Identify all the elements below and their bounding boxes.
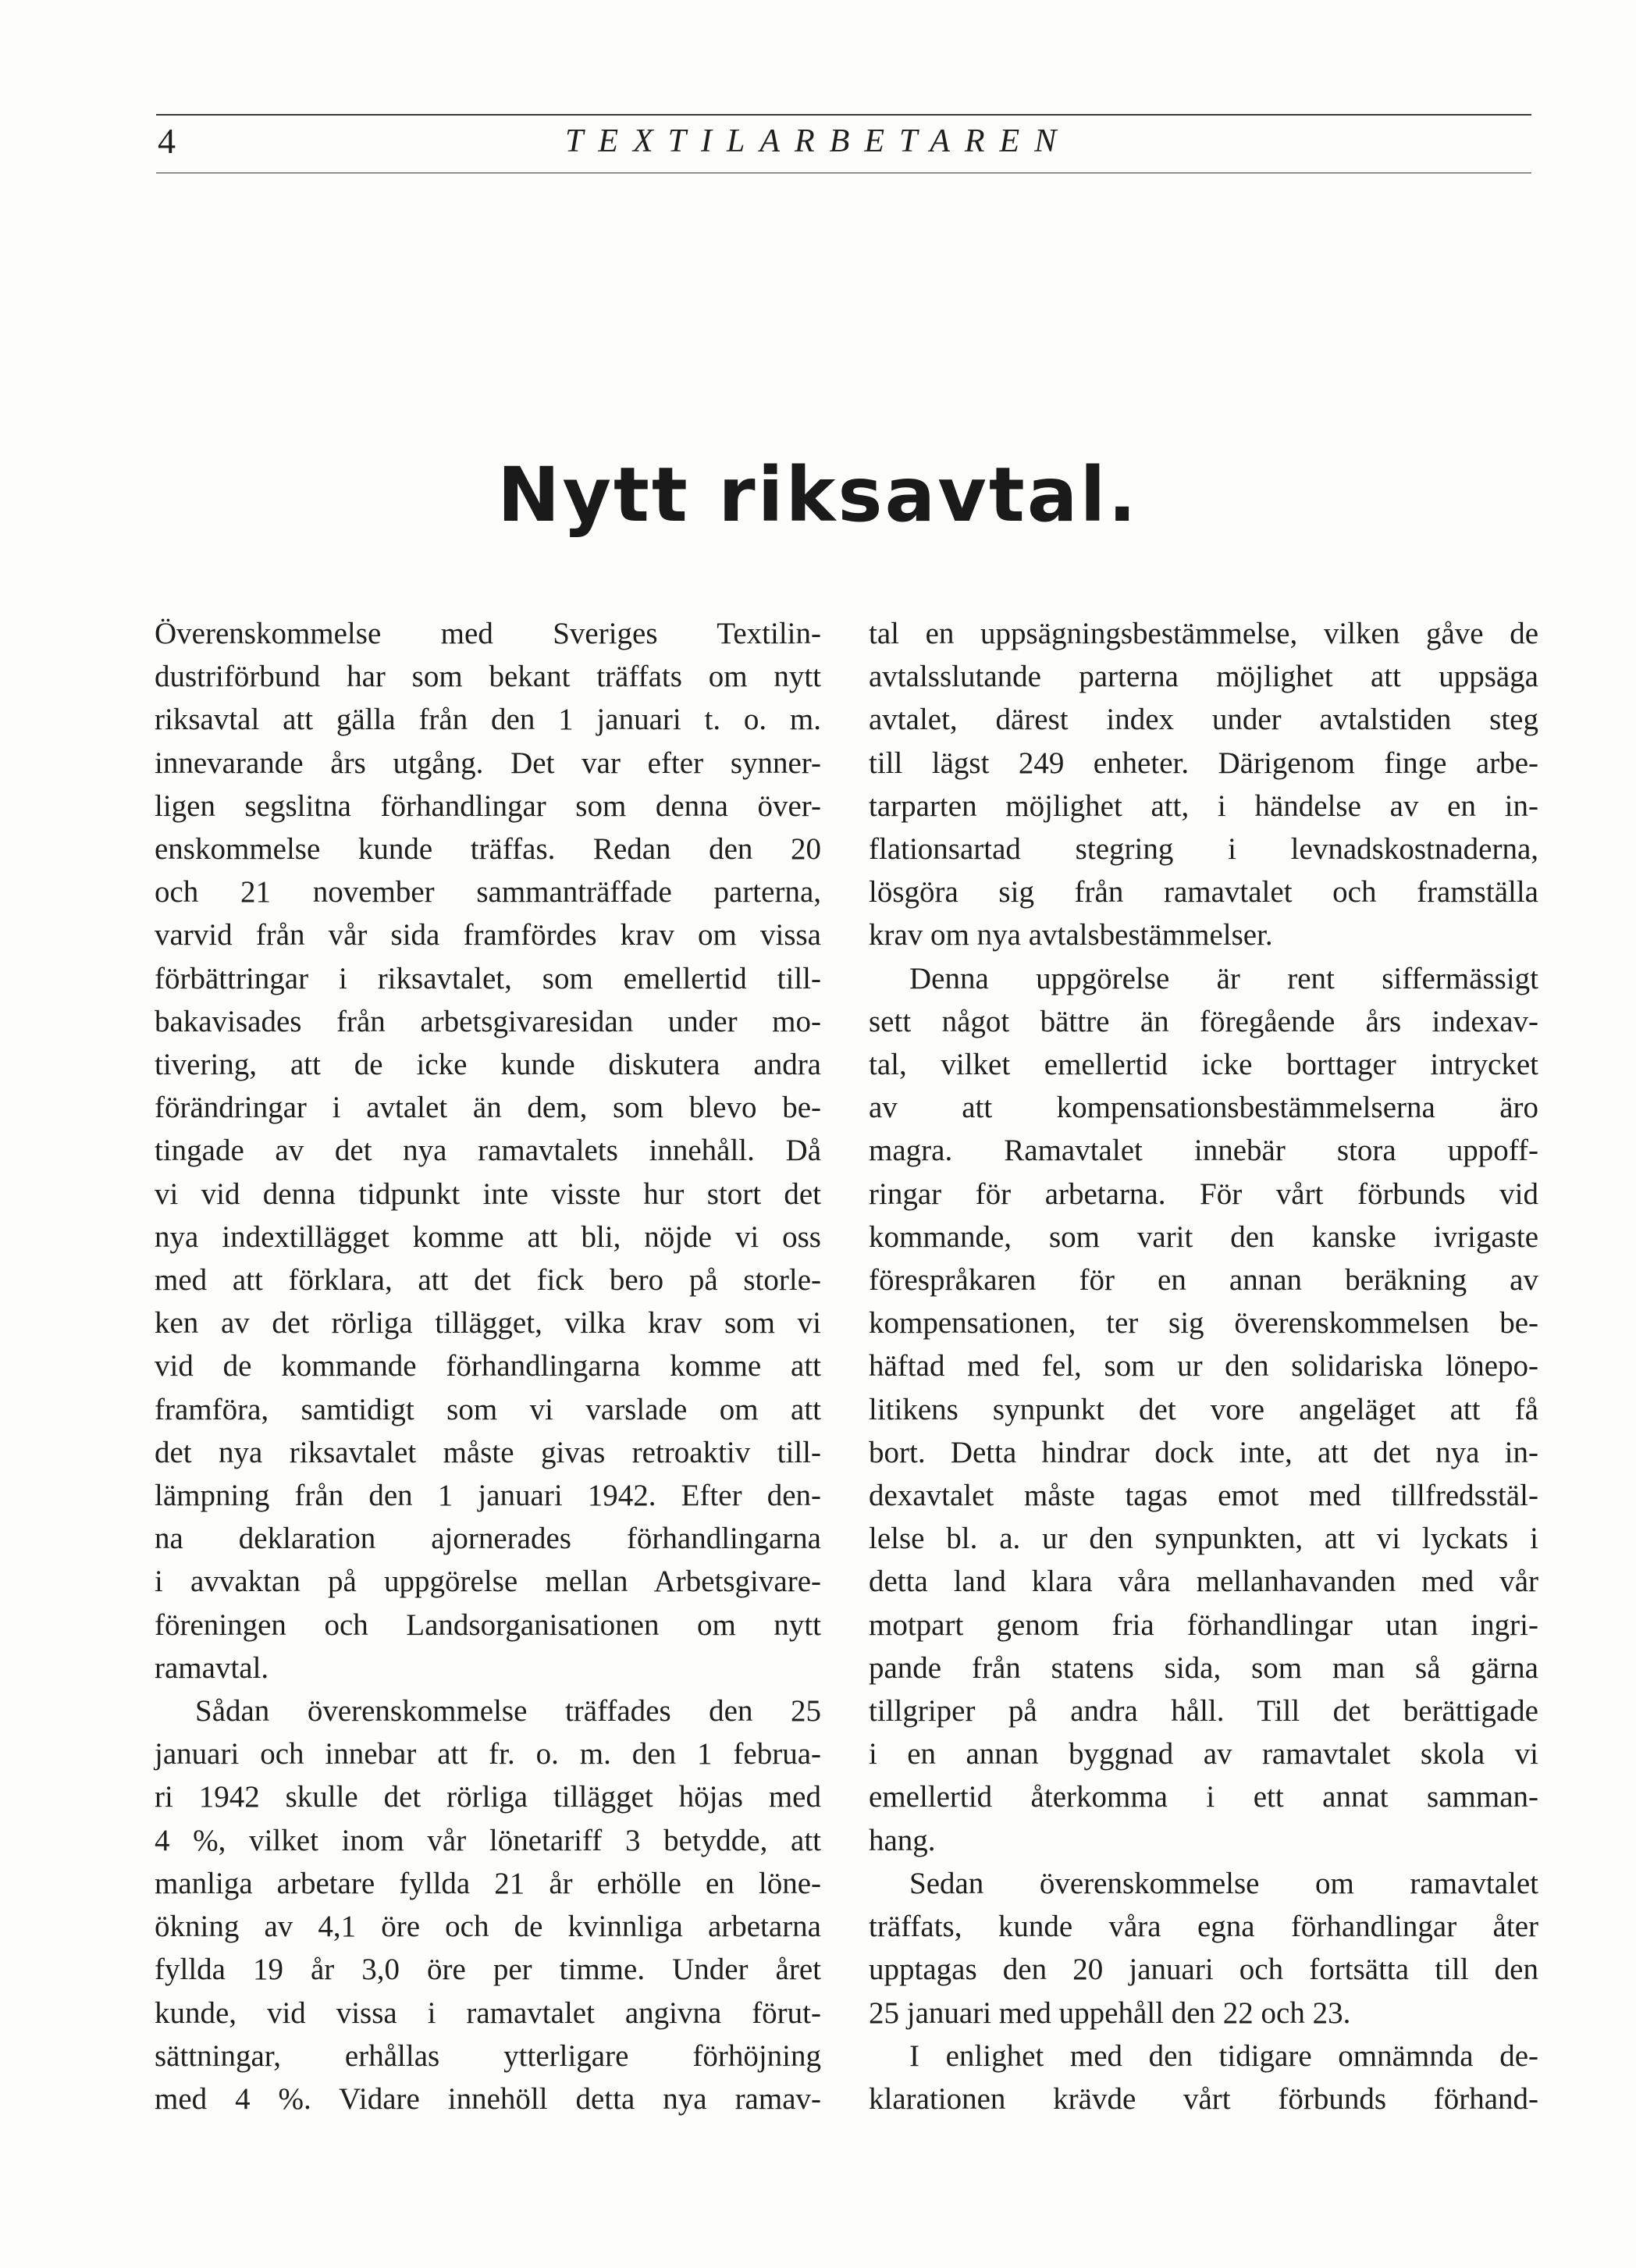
text-line: Sådan överenskommelse träffades den 25 bbox=[195, 1694, 821, 1729]
text-line: vid de kommande förhandlingarna komme att bbox=[155, 1349, 821, 1383]
text-line: pande från statens sida, som man så gärna bbox=[869, 1650, 1538, 1685]
text-line: flationsartad stegring i levnadskostnaderna, bbox=[869, 832, 1538, 867]
text-line: sättningar, erhållas ytterligare förhöjning bbox=[155, 2038, 821, 2073]
text-line: av att kompensationsbestämmelserna äro bbox=[869, 1091, 1538, 1125]
text-line: detta land klara våra mellanhavanden med vår bbox=[869, 1565, 1538, 1599]
left-column bbox=[155, 612, 821, 2120]
running-title: TEXTILARBETAREN bbox=[565, 123, 1072, 159]
text-line: framföra, samtidigt som vi varslade om att bbox=[155, 1392, 821, 1426]
text-line: klarationen krävde vårt förbunds förhand- bbox=[869, 2081, 1538, 2116]
text-line: tal en uppsägningsbestämmelse, vilken gåve de bbox=[869, 617, 1538, 650]
text-line: avtalsslutande parterna möjlighet att uppsäga bbox=[869, 660, 1538, 694]
text-line: upptagas den 20 januari och fortsätta till den bbox=[869, 1953, 1538, 1987]
text-line: och 21 november sammanträffade parterna, bbox=[155, 875, 821, 910]
text-line: ligen segslitna förhandlingar som denna över- bbox=[155, 789, 821, 823]
text-line: fyllda 19 år 3,0 öre per timme. Under året bbox=[155, 1953, 821, 1987]
text-line: tingade av det nya ramavtalets innehåll. Då bbox=[155, 1134, 821, 1168]
text-line: ökning av 4,1 öre och de kvinnliga arbetarna bbox=[155, 1910, 821, 1944]
text-line: emellertid återkomma i ett annat samman- bbox=[869, 1780, 1538, 1814]
text-line: innevarande års utgång. Det var efter synner- bbox=[155, 746, 821, 780]
text-line: ringar för arbetarna. För vårt förbunds vid bbox=[869, 1177, 1538, 1211]
text-line: häftad med fel, som ur den solidariska lönepo- bbox=[869, 1349, 1538, 1383]
text-line: bort. Detta hindrar dock inte, att det nya in- bbox=[869, 1435, 1538, 1469]
text-line: Denna uppgörelse är rent siffermässigt bbox=[909, 961, 1538, 995]
text-line: na deklaration ajornerades förhandlingarna bbox=[155, 1522, 821, 1556]
text-line: tal, vilket emellertid icke borttager intrycket bbox=[869, 1048, 1538, 1082]
text-line: avtalet, därest index under avtalstiden steg bbox=[869, 703, 1538, 737]
text-line: lelse bl. a. ur den synpunkten, att vi lyckats i bbox=[869, 1522, 1538, 1556]
text-line: dexavtalet måste tagas emot med tillfredsstäl- bbox=[869, 1479, 1538, 1513]
text-line: riksavtal att gälla från den 1 januari t. o. m. bbox=[155, 703, 821, 737]
text-line: manliga arbetare fyllda 21 år erhölle en löne- bbox=[155, 1866, 821, 1900]
text-line: tillgriper på andra håll. Till det berättigade bbox=[869, 1694, 1538, 1729]
text-line: ken av det rörliga tillägget, vilka krav som vi bbox=[155, 1306, 821, 1341]
text-line: dustriförbund har som bekant träffats om nytt bbox=[155, 660, 821, 694]
text-line: i en annan byggnad av ramavtalet skola vi bbox=[869, 1737, 1538, 1771]
text-line: vi vid denna tidpunkt inte visste hur stort det bbox=[155, 1177, 821, 1211]
text-line: I enlighet med den tidigare omnämnda de- bbox=[909, 2038, 1538, 2073]
text-line: ri 1942 skulle det rörliga tillägget höjas med bbox=[155, 1780, 821, 1814]
text-line: förändringar i avtalet än dem, som blevo be- bbox=[155, 1091, 821, 1125]
text-line: hang. bbox=[869, 1823, 936, 1857]
text-line: Överenskommelse med Sveriges Textilin- bbox=[155, 617, 821, 650]
header-top-rule bbox=[156, 114, 1531, 116]
text-line: 25 januari med uppehåll den 22 och 23. bbox=[869, 1996, 1351, 2030]
text-line: förbättringar i riksavtalet, som emellertid till- bbox=[155, 961, 821, 995]
text-line: bakavisades från arbetsgivaresidan under mo- bbox=[155, 1004, 821, 1038]
text-line: lämpning från den 1 januari 1942. Efter den- bbox=[155, 1479, 821, 1513]
text-line: sett något bättre än föregående års indexav- bbox=[869, 1004, 1538, 1038]
text-line: Sedan överenskommelse om ramavtalet bbox=[909, 1866, 1538, 1900]
text-line: kommande, som varit den kanske ivrigaste bbox=[869, 1219, 1538, 1254]
text-line: 4 %, vilket inom vår lönetariff 3 betydde, att bbox=[155, 1823, 821, 1857]
text-line: i avvaktan på uppgörelse mellan Arbetsgivare- bbox=[155, 1565, 821, 1599]
text-line: ramavtal. bbox=[155, 1650, 269, 1685]
right-column bbox=[869, 612, 1538, 2120]
text-line: träffats, kunde våra egna förhandlingar åter bbox=[869, 1910, 1538, 1944]
text-line: enskommelse kunde träffas. Redan den 20 bbox=[155, 832, 821, 867]
text-line: med att förklara, att det fick bero på storle- bbox=[155, 1263, 821, 1298]
text-line: tivering, att de icke kunde diskutera andra bbox=[155, 1048, 821, 1082]
text-line: litikens synpunkt det vore angeläget att få bbox=[869, 1392, 1538, 1426]
text-line: nya indextillägget komme att bli, nöjde vi oss bbox=[155, 1219, 821, 1254]
text-line: det nya riksavtalet måste givas retroaktiv till- bbox=[155, 1435, 821, 1469]
page-number: 4 bbox=[158, 121, 176, 161]
text-line: magra. Ramavtalet innebär stora uppoff- bbox=[869, 1134, 1538, 1168]
text-line: kunde, vid vissa i ramavtalet angivna förut- bbox=[155, 1996, 821, 2030]
text-line: krav om nya avtalsbestämmelser. bbox=[869, 918, 1273, 952]
text-line: januari och innebar att fr. o. m. den 1 februa- bbox=[155, 1737, 821, 1771]
text-line: varvid från vår sida framfördes krav om vissa bbox=[155, 918, 821, 952]
text-line: kompensationen, ter sig överenskommelsen be- bbox=[869, 1306, 1538, 1341]
text-line: med 4 %. Vidare innehöll detta nya ramav- bbox=[155, 2081, 821, 2116]
text-line: förespråkaren för en annan beräkning av bbox=[869, 1263, 1538, 1298]
text-line: tarparten möjlighet att, i händelse av en in- bbox=[869, 789, 1538, 823]
text-line: till lägst 249 enheter. Därigenom finge arbe- bbox=[869, 746, 1538, 780]
text-line: föreningen och Landsorganisationen om nytt bbox=[155, 1608, 821, 1642]
text-line: lösgöra sig från ramavtalet och framställa bbox=[869, 875, 1538, 910]
text-line: motpart genom fria förhandlingar utan ingri- bbox=[869, 1608, 1538, 1642]
article-title: Nytt riksavtal. bbox=[497, 451, 1139, 539]
